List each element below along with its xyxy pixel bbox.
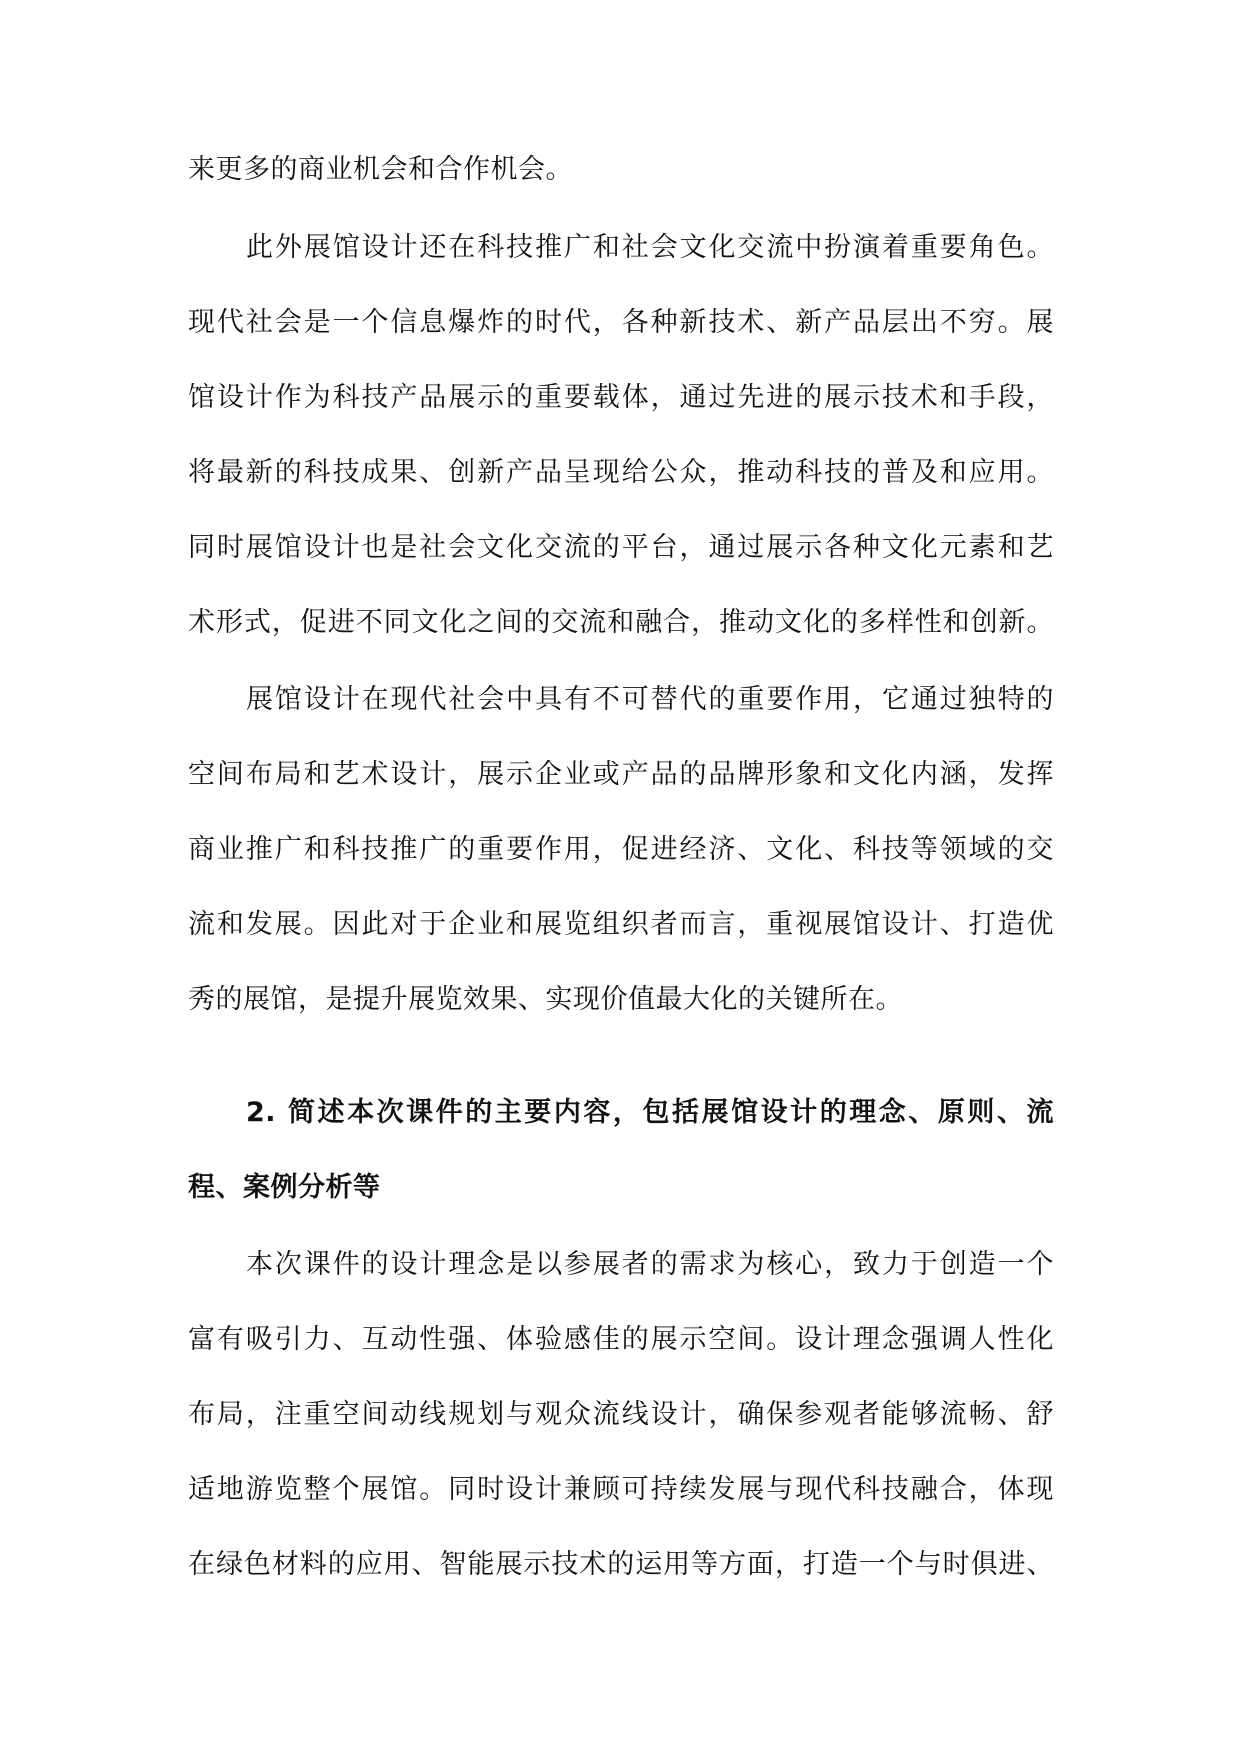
text-line: 来更多的商业机会和合作机会。 <box>188 154 573 185</box>
text-line: 秀的展馆，是提升展览效果、实现价值最大化的关键所在。 <box>188 984 903 1015</box>
text-line: 富有吸引力、互动性强、体验感佳的展示空间。设计理念强调人性化 <box>188 1324 1054 1355</box>
text-line: 现代社会是一个信息爆炸的时代，各种新技术、新产品层出不穷。展 <box>188 307 1054 338</box>
text-line: 术形式，促进不同文化之间的交流和融合，推动文化的多样性和创新。 <box>188 607 1054 638</box>
text-line: 适地游览整个展馆。同时设计兼顾可持续发展与现代科技融合，体现 <box>188 1474 1054 1505</box>
heading-line: 2. 简述本次课件的主要内容，包括展馆设计的理念、原则、流 <box>246 1097 1054 1128</box>
text-line: 展馆设计在现代社会中具有不可替代的重要作用，它通过独特的 <box>246 684 1054 715</box>
heading-line: 程、案例分析等 <box>188 1172 381 1203</box>
text-line: 空间布局和艺术设计，展示企业或产品的品牌形象和文化内涵，发挥 <box>188 759 1054 790</box>
text-line: 商业推广和科技推广的重要作用，促进经济、文化、科技等领域的交 <box>188 834 1054 865</box>
text-line: 将最新的科技成果、创新产品呈现给公众，推动科技的普及和应用。 <box>188 457 1054 488</box>
text-line: 本次课件的设计理念是以参展者的需求为核心，致力于创造一个 <box>246 1249 1054 1280</box>
text-line: 馆设计作为科技产品展示的重要载体，通过先进的展示技术和手段， <box>188 382 1054 413</box>
text-line: 此外展馆设计还在科技推广和社会文化交流中扮演着重要角色。 <box>246 232 1054 263</box>
text-line: 流和发展。因此对于企业和展览组织者而言，重视展馆设计、打造优 <box>188 909 1054 940</box>
text-line: 同时展馆设计也是社会文化交流的平台，通过展示各种文化元素和艺 <box>188 532 1054 563</box>
text-line: 布局，注重空间动线规划与观众流线设计，确保参观者能够流畅、舒 <box>188 1399 1054 1430</box>
text-line: 在绿色材料的应用、智能展示技术的运用等方面，打造一个与时俱进、 <box>188 1549 1054 1580</box>
